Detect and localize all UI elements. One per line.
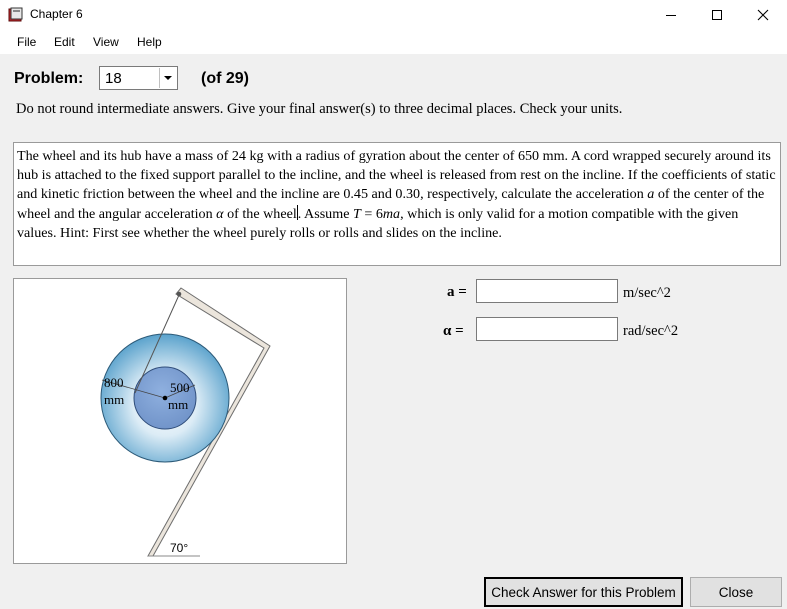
problem-label: Problem: (14, 70, 84, 87)
menu-view[interactable]: View (93, 35, 119, 49)
variable-a: a (647, 186, 655, 203)
maximize-icon (711, 9, 723, 21)
outer-radius-value: 800 (104, 375, 124, 390)
statement-part: The wheel and its hub have a mass of 24 kg with a radius of gyration about the center of 650 mm. A cord wrapped securely around its hub is attached to the fixed support parallel to the incline, and the wheel is released from rest on the incline. If the coefficients of static and kinetic friction between the wheel and the incline are 0.45 and 0.30, respectively, calculate the acceleration (17, 148, 776, 203)
close-button[interactable]: Close (690, 577, 782, 607)
statement-part: of the center of the wheel and the angular acceleration (17, 186, 765, 222)
answer-a-input[interactable] (476, 279, 618, 303)
maximize-button[interactable] (694, 0, 740, 30)
statement-part: , which is only valid for a motion compatible with the given values. Hint: First see whether the wheel purely rolls or rolls and slides on the incline. (17, 205, 739, 241)
window-title: Chapter 6 (30, 7, 83, 21)
center-point (163, 396, 168, 401)
close-icon (757, 9, 769, 21)
minimize-button[interactable] (648, 0, 694, 30)
answer-a-unit: m/sec^2 (623, 285, 671, 301)
hub-radius-value: 500 (170, 380, 190, 395)
title-bar (0, 0, 787, 30)
variable-ma: ma (382, 205, 401, 222)
dropdown-button[interactable] (159, 68, 176, 88)
menu-file[interactable]: File (17, 35, 37, 49)
problem-select-value: 18 (105, 70, 122, 87)
answer-a-label: a = (447, 284, 467, 300)
incline-angle: 70° (170, 541, 189, 555)
hub-radius-unit: mm (168, 397, 189, 412)
answer-alpha-label: α = (443, 323, 464, 339)
close-window-button[interactable] (740, 0, 786, 30)
statement-part: = 6 (360, 205, 383, 222)
statement-part: of the wheel (223, 205, 297, 222)
wheel-diagram (14, 279, 346, 563)
problem-figure (13, 278, 347, 564)
outer-radius-unit: mm (104, 392, 125, 407)
menu-help[interactable]: Help (137, 35, 162, 49)
statement-part: . Assume (297, 205, 353, 222)
variable-alpha: α (216, 205, 224, 222)
variable-T: T (352, 205, 361, 222)
answer-alpha-unit: rad/sec^2 (623, 323, 679, 339)
chevron-down-icon (164, 76, 172, 81)
problem-select[interactable] (99, 66, 178, 90)
problem-total: (of 29) (201, 70, 249, 87)
app-book-icon (8, 7, 24, 22)
check-answer-button[interactable]: Check Answer for this Problem (484, 577, 683, 607)
menu-edit[interactable]: Edit (54, 35, 75, 49)
menu-bar (0, 30, 787, 54)
anchor-point (177, 292, 182, 297)
answer-alpha-input[interactable] (476, 317, 618, 341)
instructions-text: Do not round intermediate answers. Give your final answer(s) to three decimal places. Check your units. (16, 101, 623, 117)
minimize-icon (665, 9, 677, 21)
problem-statement[interactable] (13, 142, 781, 266)
